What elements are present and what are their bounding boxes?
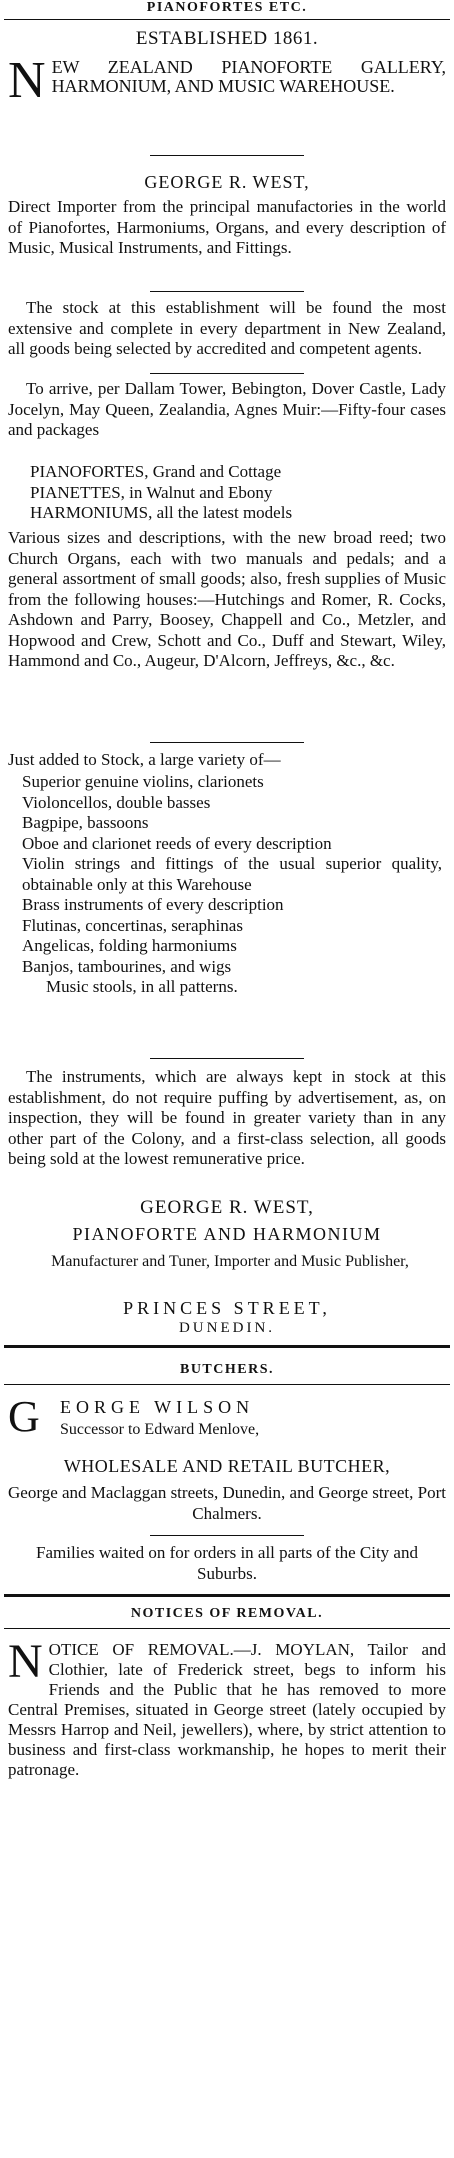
- divider: [4, 19, 450, 20]
- pianofortes-line: PIANOFORTES, Grand and Cottage: [30, 462, 282, 481]
- removal-text: OTICE OF REMOVAL.—J. MOYLAN, Tailor and Clothier, late of Frederick street, begs to inform his Friends and the Public that he has removed to more Central Premises, situated in George street (lately occupied by Messrs Harrop and Neil, jewellers), where, by strict attention to business and first-class workmanship, he hopes to merit their patronage.: [8, 1640, 446, 1779]
- section-title-pianofortes: PIANOFORTES ETC.: [146, 0, 308, 15]
- signature-street: PRINCES STREET,: [123, 1298, 331, 1318]
- short-divider: [150, 155, 304, 156]
- short-divider: [150, 291, 304, 292]
- butcher-name: EORGE WILSON: [60, 1397, 255, 1417]
- just-added-text: Just added to Stock, a large variety of—: [8, 750, 281, 769]
- just-added: [8, 750, 446, 771]
- section-title-removal: NOTICES OF REMOVAL.: [130, 1606, 324, 1621]
- thick-divider: [4, 1345, 450, 1348]
- short-divider: [150, 373, 304, 374]
- list-item: Music stools, in all patterns.: [46, 977, 238, 996]
- short-divider: [150, 1535, 304, 1536]
- signature-name: GEORGE R. WEST,: [140, 1197, 314, 1218]
- section-title-butchers: BUTCHERS.: [179, 1362, 275, 1377]
- divider: [4, 1628, 450, 1629]
- signature-city: DUNEDIN.: [178, 1320, 276, 1336]
- removal-notice: [8, 1635, 446, 1780]
- intro-paragraph: [8, 197, 446, 259]
- short-divider: [150, 1058, 304, 1059]
- list-item: Violin strings and fittings of the usual superior quality, obtainable only at this Warehouse: [22, 854, 442, 894]
- warehouse-title: [8, 52, 446, 109]
- families-line: Families waited on for orders in all parts of the City and Suburbs.: [36, 1543, 418, 1583]
- stock-paragraph: [8, 298, 446, 360]
- stock-list: [8, 772, 446, 998]
- short-divider: [150, 742, 304, 743]
- closing-text: The instruments, which are always kept in stock at this establishment, do not require puffing by advertisement, as, on inspection, they will be found in greater variety than in any other part of the Colony, and a first-class selection, all goods being sold at the lowest remunerative price.: [8, 1067, 446, 1168]
- harmoniums-line: HARMONIUMS, all the latest models: [30, 503, 293, 522]
- various-paragraph: [8, 528, 446, 672]
- divider: [4, 1384, 450, 1385]
- list-item: Oboe and clarionet reeds of every description: [22, 833, 332, 853]
- butcher-name-block: [8, 1392, 446, 1445]
- pianettes-line: PIANETTES, in Walnut and Ebony: [30, 482, 273, 502]
- list-item: Superior genuine violins, clarionets: [22, 772, 264, 791]
- closing-paragraph: [8, 1067, 446, 1170]
- list-item: Banjos, tambourines, and wigs: [22, 956, 232, 976]
- thick-divider: [4, 1594, 450, 1597]
- signature-business: PIANOFORTE AND HARMONIUM: [72, 1224, 382, 1244]
- list-item: Violoncellos, double basses: [22, 792, 211, 812]
- butcher-address: George and Maclaggan streets, Dunedin, and George street, Port Chalmers.: [8, 1483, 446, 1523]
- established-line: ESTABLISHED 1861.: [135, 28, 319, 49]
- arrive-paragraph: [8, 379, 446, 441]
- instrument-models: [8, 462, 446, 524]
- proprietor-name: GEORGE R. WEST,: [144, 172, 310, 192]
- list-item: Flutinas, concertinas, seraphinas: [22, 915, 243, 935]
- warehouse-title-text: EW ZEALAND PIANOFORTE GALLERY, HARMONIUM, AND MUSIC WAREHOUSE.: [51, 57, 446, 96]
- dropcap-n: N: [8, 52, 46, 109]
- various-text: Various sizes and descriptions, with the new broad reed; two Church Organs, each with two manuals and pedals; and a general assortment of small goods; also, fresh supplies of Music from the following houses:—Hutchings and Romer, R. Cocks, Ashdown and Parry, Boosey, Chappell and Co., Metzler, and Hopwood and Crew, Schott and Co., Duff and Stewart, Wiley, Hammond and Co., Augeur, D'Alcorn, Jeffreys, &c., &c.: [8, 528, 446, 670]
- dropcap-n: N: [8, 1635, 43, 1688]
- list-item: Angelicas, folding harmoniums: [22, 936, 237, 955]
- intro-text: Direct Importer from the principal manufactories in the world of Pianofortes, Harmoniums, Organs, and every description of Music, Musical Instruments, and Fittings.: [8, 197, 446, 257]
- list-item: Bagpipe, bassoons: [22, 813, 149, 832]
- successor-line: Successor to Edward Menlove,: [60, 1421, 260, 1438]
- stock-text: The stock at this establishment will be found the most extensive and complete in every department in New Zealand, all goods being selected by accredited and competent agents.: [8, 298, 446, 358]
- butcher-trade: WHOLESALE AND RETAIL BUTCHER,: [63, 1456, 391, 1476]
- arrive-text: To arrive, per Dallam Tower, Bebington, Dover Castle, Lady Jocelyn, May Queen, Zealandia, Agnes Muir:—Fifty-four cases and packages: [8, 379, 446, 439]
- signature-role: Manufacturer and Tuner, Importer and Music Publisher,: [51, 1253, 409, 1270]
- dropcap-g: G: [8, 1392, 40, 1441]
- list-item: Brass instruments of every description: [22, 895, 284, 914]
